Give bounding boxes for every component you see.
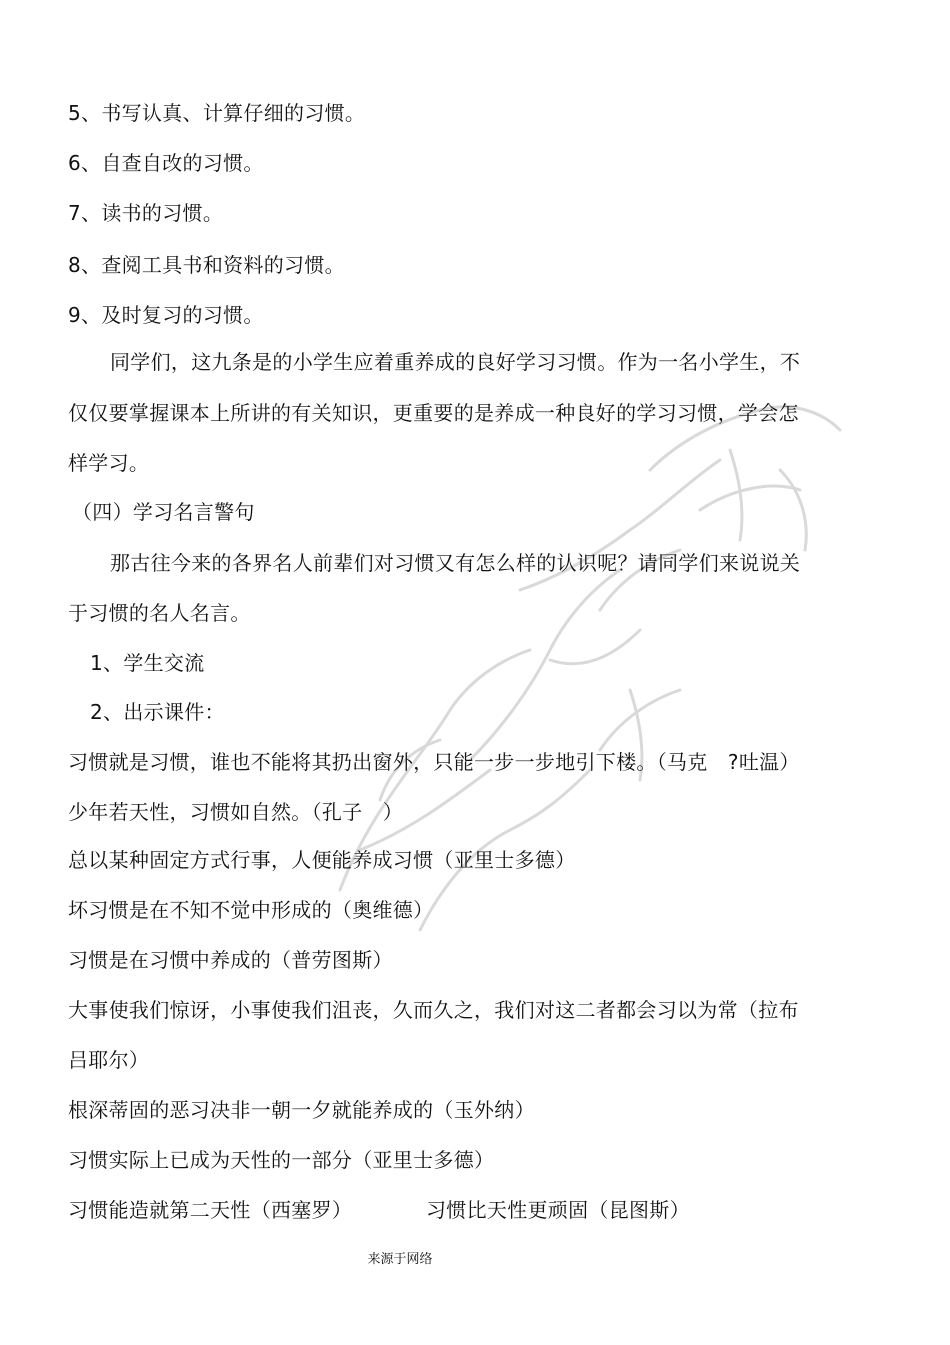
page-footer: 来源于网络: [367, 1252, 433, 1267]
quote-line-9-left: 习惯能造就第二天性（西塞罗）: [68, 1198, 353, 1222]
list-item-2: 2、出示课件：: [90, 700, 225, 724]
paragraph-line-3: 样学习。: [68, 451, 150, 475]
quote-line-1: 习惯就是习惯，谁也不能将其扔出窗外，只能一步一步地引下楼。（马克 ?吐温）: [68, 750, 800, 774]
text-line-4: 8、查阅工具书和资料的习惯。: [68, 253, 345, 277]
paragraph-line-1: 同学们，这九条是的小学生应着重养成的良好学习习惯。作为一名小学生，不: [110, 350, 801, 374]
list-item-1: 1、学生交流: [90, 651, 205, 675]
quote-line-9-right: 习惯比天性更顽固（昆图斯）: [426, 1198, 690, 1222]
section-heading: （四）学习名言警句: [72, 500, 255, 524]
quote-line-4: 坏习惯是在不知不觉中形成的（奥维德）: [68, 898, 434, 922]
paragraph-line-5: 于习惯的名人名言。: [68, 601, 251, 625]
paragraph-line-4: 那古往今来的各界名人前辈们对习惯又有怎么样的认识呢？请同学们来说说关: [110, 551, 801, 575]
text-line-5: 9、及时复习的习惯。: [68, 303, 264, 327]
text-line-2: 6、自查自改的习惯。: [68, 151, 264, 175]
quote-line-8: 习惯实际上已成为天性的一部分（亚里士多德）: [68, 1148, 495, 1172]
quote-line-2: 少年若天性，习惯如自然。（孔子 ）: [68, 800, 404, 824]
quote-line-5: 习惯是在习惯中养成的（普劳图斯）: [68, 948, 393, 972]
quote-line-6-cont: 吕耶尔）: [68, 1048, 150, 1072]
quote-line-3: 总以某种固定方式行事，人便能养成习惯（亚里士多德）: [68, 848, 576, 872]
text-line-3: 7、读书的习惯。: [68, 201, 224, 225]
paragraph-line-2: 仅仅要掌握课本上所讲的有关知识，更重要的是养成一种良好的学习习惯，学会怎: [68, 401, 799, 425]
text-line-1: 5、书写认真、计算仔细的习惯。: [68, 101, 366, 125]
quote-line-6: 大事使我们惊讶，小事使我们沮丧，久而久之，我们对这二者都会习以为常（拉布: [68, 998, 799, 1022]
quote-line-7: 根深蒂固的恶习决非一朝一夕就能养成的（玉外纳）: [68, 1098, 535, 1122]
